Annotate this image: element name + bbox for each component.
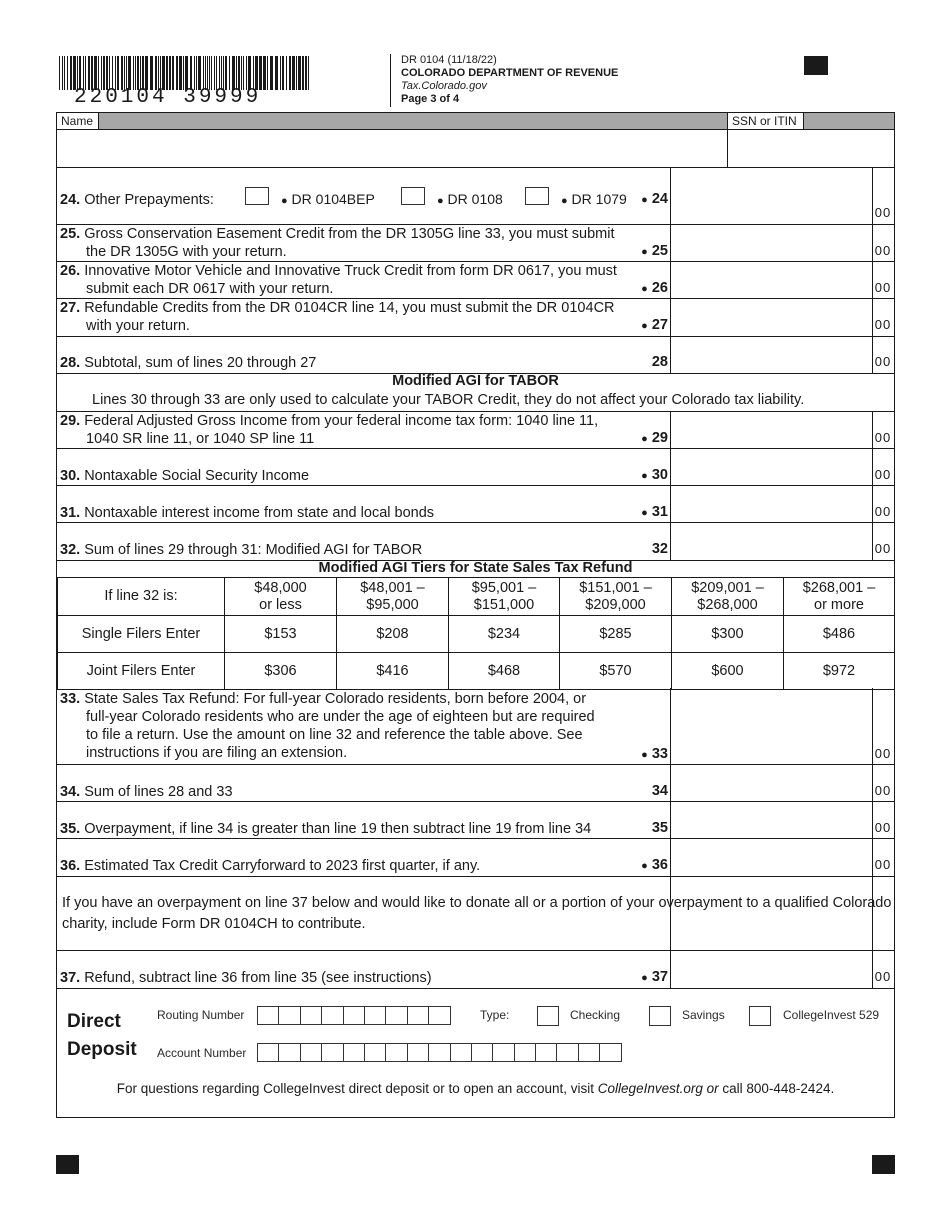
name-input[interactable] — [57, 130, 726, 167]
line-28-amount[interactable] — [671, 337, 872, 373]
checkbox-dr0108[interactable] — [401, 187, 425, 205]
single-value: $208 — [337, 616, 449, 653]
line-34-cents: 00 — [874, 783, 892, 798]
line-24-label: 24. Other Prepayments: — [60, 192, 214, 208]
charity-note: If you have an overpayment on line 37 below and would like to donate all or a portion of your overpayment to a qualified Colorado charity, include Form DR 0104CH to contribute. — [62, 895, 892, 932]
line-26-ref: ● 26 — [641, 280, 668, 296]
savings-label: Savings — [682, 1008, 725, 1022]
line-24-cents: 00 — [874, 205, 892, 220]
line-33-ref: ● 33 — [641, 746, 668, 762]
line-34-amount[interactable] — [671, 765, 872, 801]
line-37-cents: 00 — [874, 969, 892, 984]
collegeinvest-label: CollegeInvest 529 — [783, 1008, 880, 1022]
routing-number-input[interactable] — [257, 1006, 450, 1025]
name-label: Name — [57, 113, 99, 129]
line-33-amount[interactable] — [671, 728, 872, 764]
divider — [56, 988, 895, 989]
account-number-input[interactable] — [257, 1043, 621, 1062]
divider — [56, 838, 670, 839]
joint-value: $600 — [672, 653, 784, 690]
line-37-amount[interactable] — [671, 951, 872, 987]
tier-column-5: $209,001 – $268,000 — [672, 578, 784, 616]
line-31-ref: ● 31 — [641, 504, 668, 520]
divider — [56, 876, 895, 877]
single-value: $153 — [225, 616, 337, 653]
divider — [56, 801, 670, 802]
line-32-cents: 00 — [874, 541, 892, 556]
tier-column-1: $48,000 or less — [225, 578, 337, 616]
checking-checkbox[interactable] — [537, 1006, 559, 1026]
line-37-label: 37. Refund, subtract line 36 from line 35 (see instructions) — [60, 970, 432, 986]
tiers-header-label: If line 32 is: — [58, 578, 225, 616]
line-27-cents: 00 — [874, 317, 892, 332]
account-type-label: Type: — [480, 1008, 510, 1022]
line-35-label: 35. Overpayment, if line 34 is greater than line 19 then subtract line 19 from line 34 — [60, 821, 592, 837]
tabor-title: Modified AGI for TABOR — [392, 373, 559, 389]
line-35-ref: 35 — [651, 820, 668, 836]
divider — [56, 167, 895, 168]
line-29-amount[interactable] — [671, 412, 872, 448]
line-31-amount[interactable] — [671, 486, 872, 522]
line-28-label: 28. Subtotal, sum of lines 20 through 27 — [60, 355, 317, 371]
tabor-subtitle: Lines 30 through 33 are only used to calculate your TABOR Credit, they do not affect your Colorado tax liability. — [92, 392, 805, 408]
page-number: Page 3 of 4 — [401, 93, 460, 105]
account-number-label: Account Number — [157, 1046, 247, 1060]
line-34-label: 34. Sum of lines 28 and 33 — [60, 784, 233, 800]
line-30-cents: 00 — [874, 467, 892, 482]
form-id: DR 0104 (11/18/22) — [401, 54, 497, 66]
line-35-amount[interactable] — [671, 802, 872, 838]
line-30-label: 30. Nontaxable Social Security Income — [60, 468, 310, 484]
tier-column-3: $95,001 – $151,000 — [449, 578, 560, 616]
direct-deposit-title-2: Deposit — [67, 1039, 137, 1060]
direct-deposit-title: Direct — [67, 1011, 121, 1032]
option-dr0104bep: ● DR 0104BEP — [281, 191, 375, 207]
divider — [56, 764, 670, 765]
line-32-label: 32. Sum of lines 29 through 31: Modified AGI for TABOR — [60, 542, 423, 558]
line-33-label: 33. State Sales Tax Refund: For full-year Colorado residents, born before 2004, or full-year Colorado residents who are under the age of eighteen but are required to file a return. Use the amount on line 32 and reference the table above. See instructions if you are filing an extension. — [60, 691, 595, 761]
line-25-label: 25. Gross Conservation Easement Credit from the DR 1305G line 33, you must submit the DR 1305G with your return. — [60, 226, 615, 260]
single-filers-row — [58, 616, 895, 653]
divider — [56, 522, 670, 523]
line-24-ref: ● 24 — [641, 191, 668, 207]
line-31-cents: 00 — [874, 504, 892, 519]
line-26-amount[interactable] — [671, 262, 872, 298]
single-filers-label: Single Filers Enter — [58, 616, 225, 653]
line-36-amount[interactable] — [671, 839, 872, 875]
barcode-image — [59, 56, 309, 90]
joint-value: $306 — [225, 653, 337, 690]
divider — [56, 485, 670, 486]
tiers-header-row — [58, 578, 895, 616]
tier-column-2: $48,001 – $95,000 — [337, 578, 449, 616]
registration-mark-bottom-left — [56, 1155, 79, 1174]
routing-number-label: Routing Number — [157, 1008, 245, 1022]
department-name: COLORADO DEPARTMENT OF REVENUE — [401, 67, 619, 79]
registration-mark-top-right — [804, 56, 828, 75]
line-29-label: 29. Federal Adjusted Gross Income from your federal income tax form: 1040 line 11, 1040 SR line 11, or 1040 SP line 11 — [60, 413, 599, 447]
line-36-ref: ● 36 — [641, 857, 668, 873]
single-value: $300 — [672, 616, 784, 653]
joint-filers-label: Joint Filers Enter — [58, 653, 225, 690]
line-29-cents: 00 — [874, 430, 892, 445]
line-33-cents: 00 — [874, 746, 892, 761]
line-25-amount[interactable] — [671, 225, 872, 261]
line-36-label: 36. Estimated Tax Credit Carryforward to 2023 first quarter, if any. — [60, 858, 481, 874]
line-25-ref: ● 25 — [641, 243, 668, 259]
barcode-number: 220104 39999 — [74, 86, 262, 109]
line-28-cents: 00 — [874, 354, 892, 369]
cents-column-left — [872, 167, 873, 374]
line-32-amount[interactable] — [671, 523, 872, 559]
joint-value: $416 — [337, 653, 449, 690]
line-24-amount[interactable] — [671, 187, 872, 223]
line-35-cents: 00 — [874, 820, 892, 835]
form-header — [390, 54, 618, 107]
tiers-title: Modified AGI Tiers for State Sales Tax Refund — [318, 560, 633, 576]
line-34-ref: 34 — [651, 783, 668, 799]
line-31-label: 31. Nontaxable interest income from state and local bonds — [60, 505, 435, 521]
collegeinvest-note: For questions regarding CollegeInvest direct deposit or to open an account, visit CollegeInvest.org or call 800-448-2424. — [116, 1081, 835, 1096]
line-36-cents: 00 — [874, 857, 892, 872]
line-29-ref: ● 29 — [641, 430, 668, 446]
joint-value: $972 — [784, 653, 895, 690]
option-dr1079: ● DR 1079 — [561, 191, 627, 207]
single-value: $234 — [449, 616, 560, 653]
website: Tax.Colorado.gov — [401, 80, 487, 92]
divider — [56, 336, 670, 337]
line-30-ref: ● 30 — [641, 467, 668, 483]
line-37-ref: ● 37 — [641, 969, 668, 985]
line-27-label: 27. Refundable Credits from the DR 0104CR line 14, you must submit the DR 0104CR with your return. — [60, 300, 615, 334]
joint-value: $570 — [560, 653, 672, 690]
tier-column-6: $268,001 – or more — [784, 578, 895, 616]
line-28-ref: 28 — [651, 354, 668, 370]
line-27-ref: ● 27 — [641, 317, 668, 333]
option-dr0108: ● DR 0108 — [437, 191, 503, 207]
line-25-cents: 00 — [874, 243, 892, 258]
tier-column-4: $151,001 – $209,000 — [560, 578, 672, 616]
single-value: $285 — [560, 616, 672, 653]
line-30-amount[interactable] — [671, 449, 872, 485]
joint-value: $468 — [449, 653, 560, 690]
line-32-ref: 32 — [651, 541, 668, 557]
single-value: $486 — [784, 616, 895, 653]
checkbox-dr1079[interactable] — [525, 187, 549, 205]
line-27-amount[interactable] — [671, 299, 872, 335]
line-26-cents: 00 — [874, 280, 892, 295]
savings-checkbox[interactable] — [649, 1006, 671, 1026]
line-26-label: 26. Innovative Motor Vehicle and Innovative Truck Credit from form DR 0617, you must submit each DR 0617 with your return. — [60, 263, 617, 297]
checking-label: Checking — [570, 1008, 621, 1022]
ssn-label: SSN or ITIN — [727, 113, 804, 129]
checkbox-dr0104bep[interactable] — [245, 187, 269, 205]
ssn-input[interactable] — [727, 130, 893, 167]
divider — [56, 448, 670, 449]
registration-mark-bottom-right — [872, 1155, 895, 1174]
joint-filers-row — [58, 653, 895, 690]
tiers-table — [57, 577, 895, 690]
collegeinvest-checkbox[interactable] — [749, 1006, 771, 1026]
